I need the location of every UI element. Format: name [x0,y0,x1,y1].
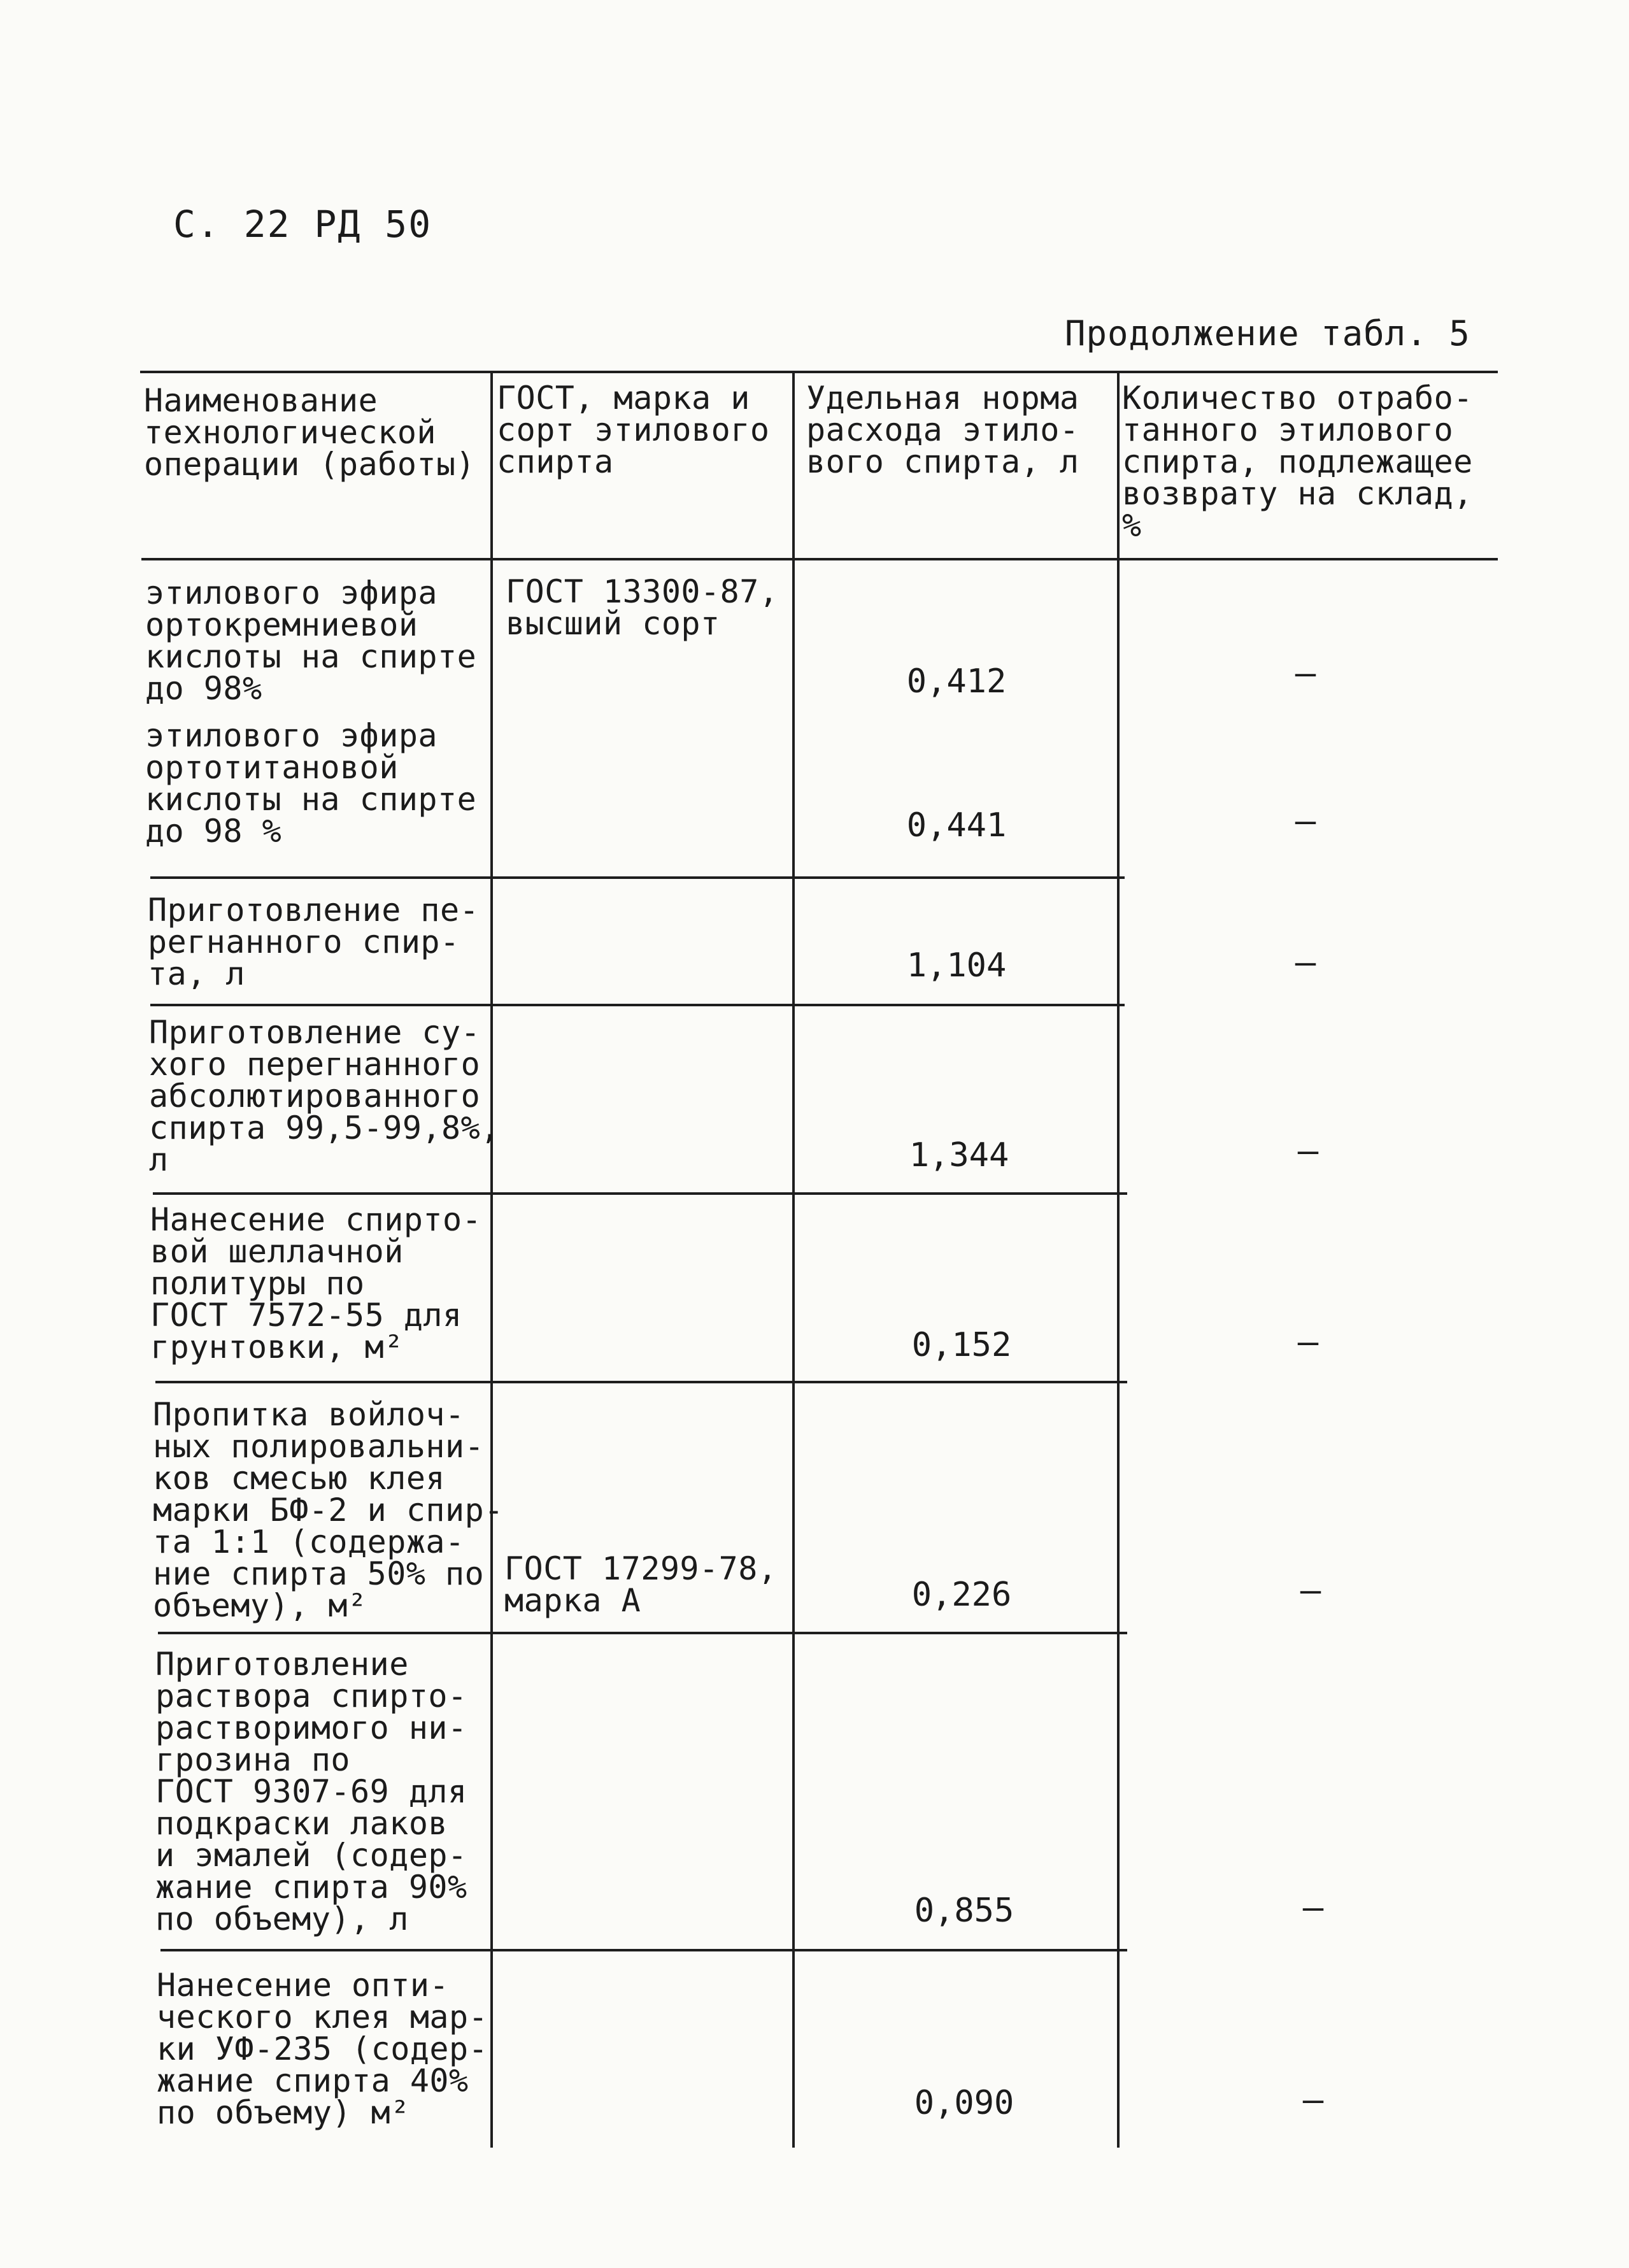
operation-cell: Приготовление пе- регнанного спир- та, л [148,892,480,992]
operation-cell: Нанесение спирто- вой шеллачной политуры по ГОСТ 7572-55 для грунтовки, м² [150,1201,482,1366]
operation-cell: Приготовление су- хого перегнанного абсолютированного спирта 99,5-99,8%, л [149,1014,500,1178]
returned-cell: – [1300,1570,1321,1610]
norm-cell: 0,412 [906,662,1007,701]
row-divider [160,1949,1127,1951]
norm-cell: 0,226 [911,1576,1012,1614]
operation-cell: Приготовление раствора спирто- растворимого ни- грозина по ГОСТ 9307-69 для подкраски лаков и эмалей (содер- жание спирта 90% по объему), л [155,1646,467,1937]
gost-group-divider [497,1192,802,1195]
header-gost: ГОСТ, марка и сорт этилового спирта [497,380,770,480]
returned-cell: – [1295,942,1316,982]
row-divider [150,1004,1125,1006]
gost-cell: ГОСТ 13300-87, высший сорт [506,573,779,642]
returned-cell: – [1297,1322,1319,1362]
norm-cell: 0,441 [906,806,1007,845]
page-header: С. 22 РД 50 [173,203,432,246]
returned-cell: — [1297,1130,1319,1171]
norm-cell: 0,855 [914,1892,1014,1930]
operation-cell: Пропитка войлоч- ных полировальни- ков смесью клея марки БФ-2 и спир- та 1:1 (содержа- ние спирта 50% по объему), м² [153,1396,504,1624]
row-divider [155,1381,1127,1383]
operation-cell: этилового эфира ортотитановой кислоты на спирте до 98 % [145,717,477,850]
norm-cell: 1,344 [909,1136,1009,1174]
table-top-border [140,371,1498,373]
operation-cell: этилового эфира ортокремниевой кислоты на спирте до 98% [145,574,477,707]
header-bottom-border [141,558,1498,560]
column-divider [490,371,493,2148]
row-divider [158,1632,1127,1634]
table-continuation-label: Продолжение табл. 5 [1065,313,1470,353]
returned-cell: – [1295,653,1316,693]
returned-cell: – [1302,2079,1324,2120]
column-divider [792,371,795,2148]
header-operation: Наименование технологической операции (работы) [144,382,476,483]
gost-cell: ГОСТ 17299-78, марка А [504,1550,778,1619]
returned-cell: – [1302,1887,1324,1927]
norm-cell: 1,104 [906,946,1007,985]
returned-cell: – [1295,801,1316,841]
header-returned: Количество отрабо- танного этилового спирта, подлежащее возврату на склад, % [1122,380,1473,544]
column-divider [1117,371,1120,2148]
norm-cell: 0,152 [911,1326,1012,1364]
norm-cell: 0,090 [914,2084,1014,2122]
row-divider [150,876,1125,879]
header-norm: Удельная норма расхода этило- вого спирта, л [806,380,1079,480]
operation-cell: Нанесение опти- ческого клея мар- ки УФ-235 (содер- жание спирта 40% по объему) м² [157,1967,488,2131]
